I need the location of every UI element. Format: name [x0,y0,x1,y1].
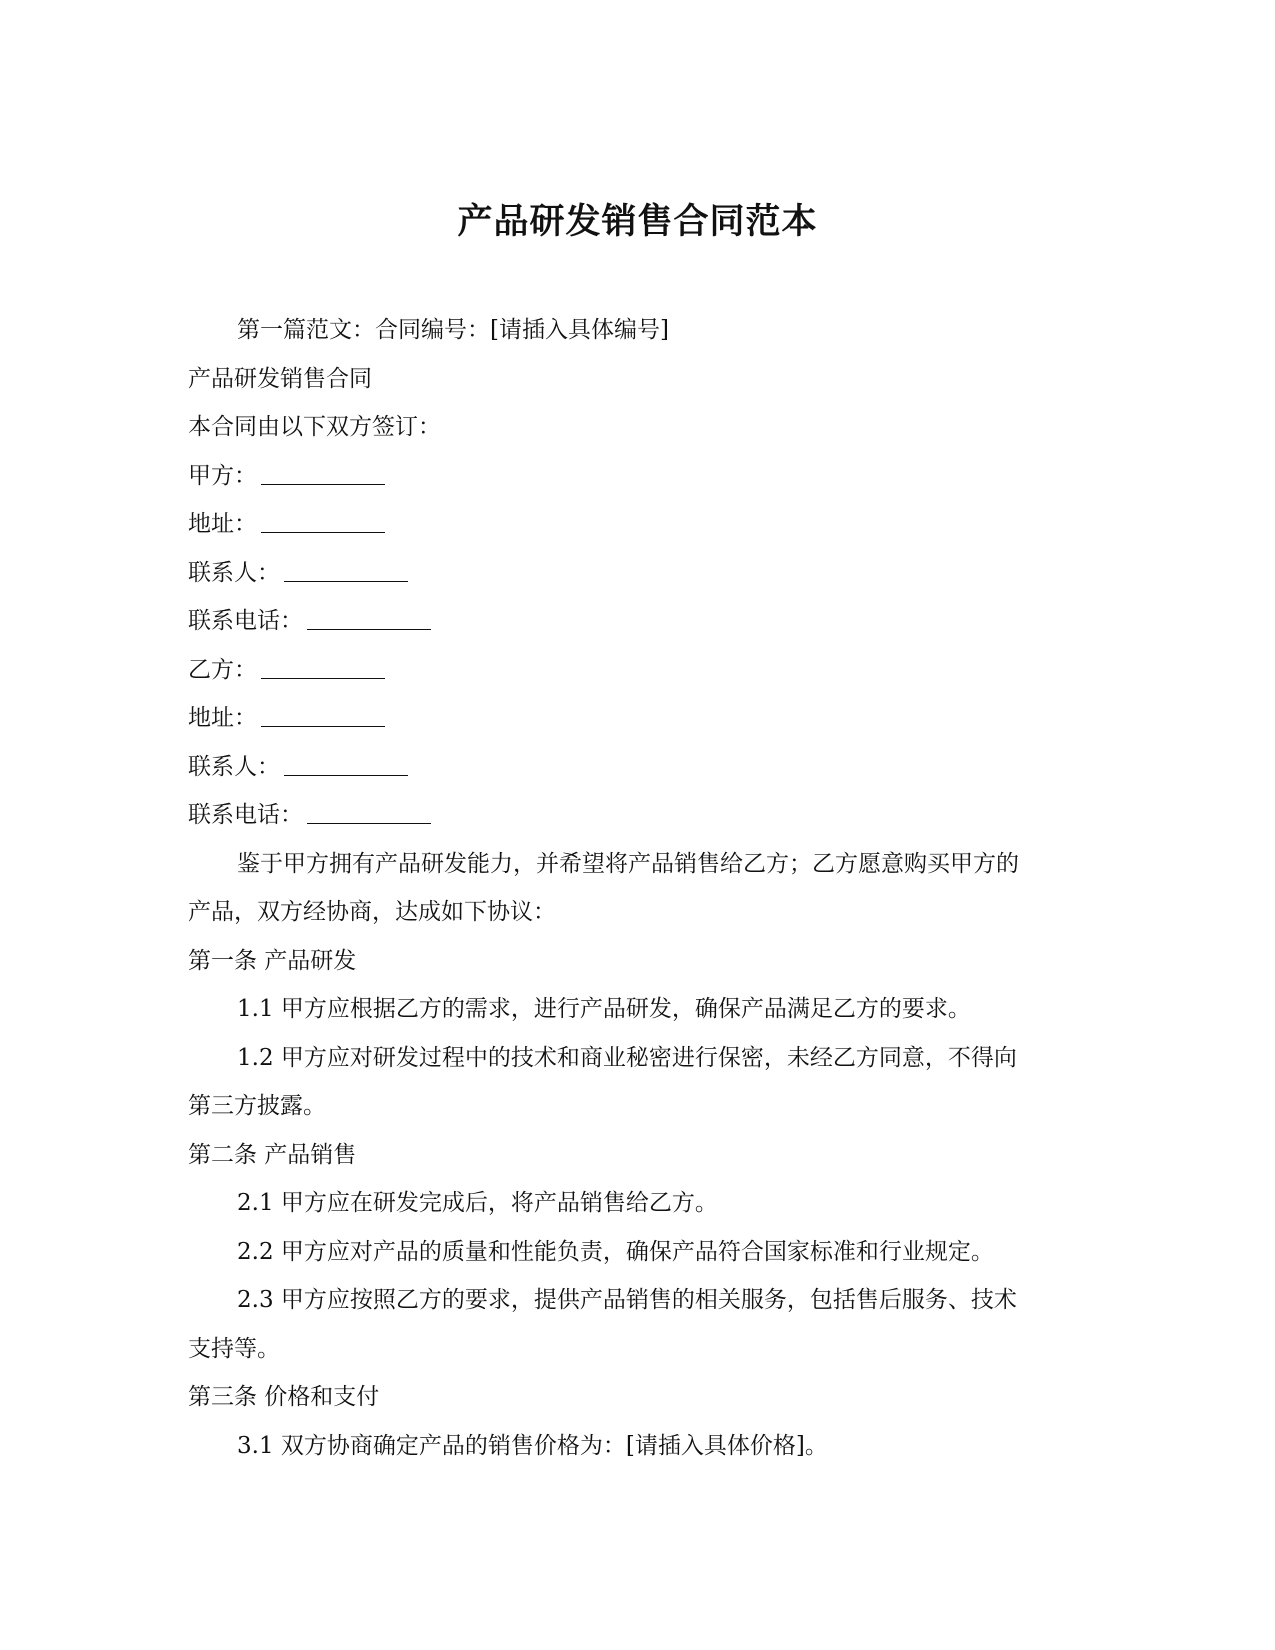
party-b-phone-field [188,791,1088,840]
party-b-address-blank[interactable] [261,702,385,727]
article-2-heading: 第二条 产品销售 [188,1141,357,1168]
party-a-contact-label: 联系人： [188,559,280,586]
party-b-contact-field [188,743,1088,792]
clause-2-1: 2.1 甲方应在研发完成后，将产品销售给乙方。 [237,1190,718,1216]
party-a-address-field [188,500,1088,549]
contract-name: 产品研发销售合同 [188,365,372,392]
party-b-contact-label: 联系人： [188,753,280,780]
clause-1-2-line-2: 第三方披露。 [188,1093,326,1119]
party-a-contact-field [188,549,1088,598]
party-a-address-label: 地址： [188,511,257,537]
clause-1-2-line-1: 1.2 甲方应对研发过程中的技术和商业秘密进行保密，未经乙方同意，不得向 [237,1044,1017,1071]
party-a-blank[interactable] [261,460,385,485]
party-a-address-blank[interactable] [261,508,385,533]
signing-note: 本合同由以下双方签订： [188,414,441,440]
party-b-phone-blank[interactable] [307,799,431,824]
preamble-line-1: 鉴于甲方拥有产品研发能力，并希望将产品销售给乙方；乙方愿意购买甲方的 [237,850,1019,877]
article-3-heading: 第三条 价格和支付 [188,1384,380,1410]
clause-2-2: 2.2 甲方应对产品的质量和性能负责，确保产品符合国家标准和行业规定。 [237,1238,994,1265]
party-b-phone-label: 联系电话： [188,802,303,828]
party-b-address-field [188,694,1088,743]
document-title: 产品研发销售合同范本 [457,201,818,242]
document-body [188,306,1088,1470]
party-a-phone-field [188,597,1088,646]
party-b-address-label: 地址： [188,705,257,731]
party-b-blank[interactable] [261,654,385,679]
party-a-contact-blank[interactable] [284,557,408,582]
clause-3-1: 3.1 双方协商确定产品的销售价格为：[请插入具体价格]。 [237,1432,828,1459]
party-b-field [188,646,1088,695]
party-b-label: 乙方： [188,656,257,683]
party-a-phone-blank[interactable] [307,605,431,630]
clause-2-3-line-2: 支持等。 [188,1335,280,1362]
article-1-heading: 第一条 产品研发 [188,947,357,974]
intro-line: 第一篇范文：合同编号：[请插入具体编号] [237,317,669,343]
clause-1-1: 1.1 甲方应根据乙方的需求，进行产品研发，确保产品满足乙方的要求。 [237,996,971,1022]
party-b-contact-blank[interactable] [284,751,408,776]
party-a-field [188,452,1088,501]
clause-2-3-line-1: 2.3 甲方应按照乙方的要求，提供产品销售的相关服务，包括售后服务、技术 [237,1287,1017,1313]
party-a-phone-label: 联系电话： [188,608,303,634]
party-a-label: 甲方： [188,462,257,489]
preamble-line-2: 产品，双方经协商，达成如下协议： [188,899,556,925]
